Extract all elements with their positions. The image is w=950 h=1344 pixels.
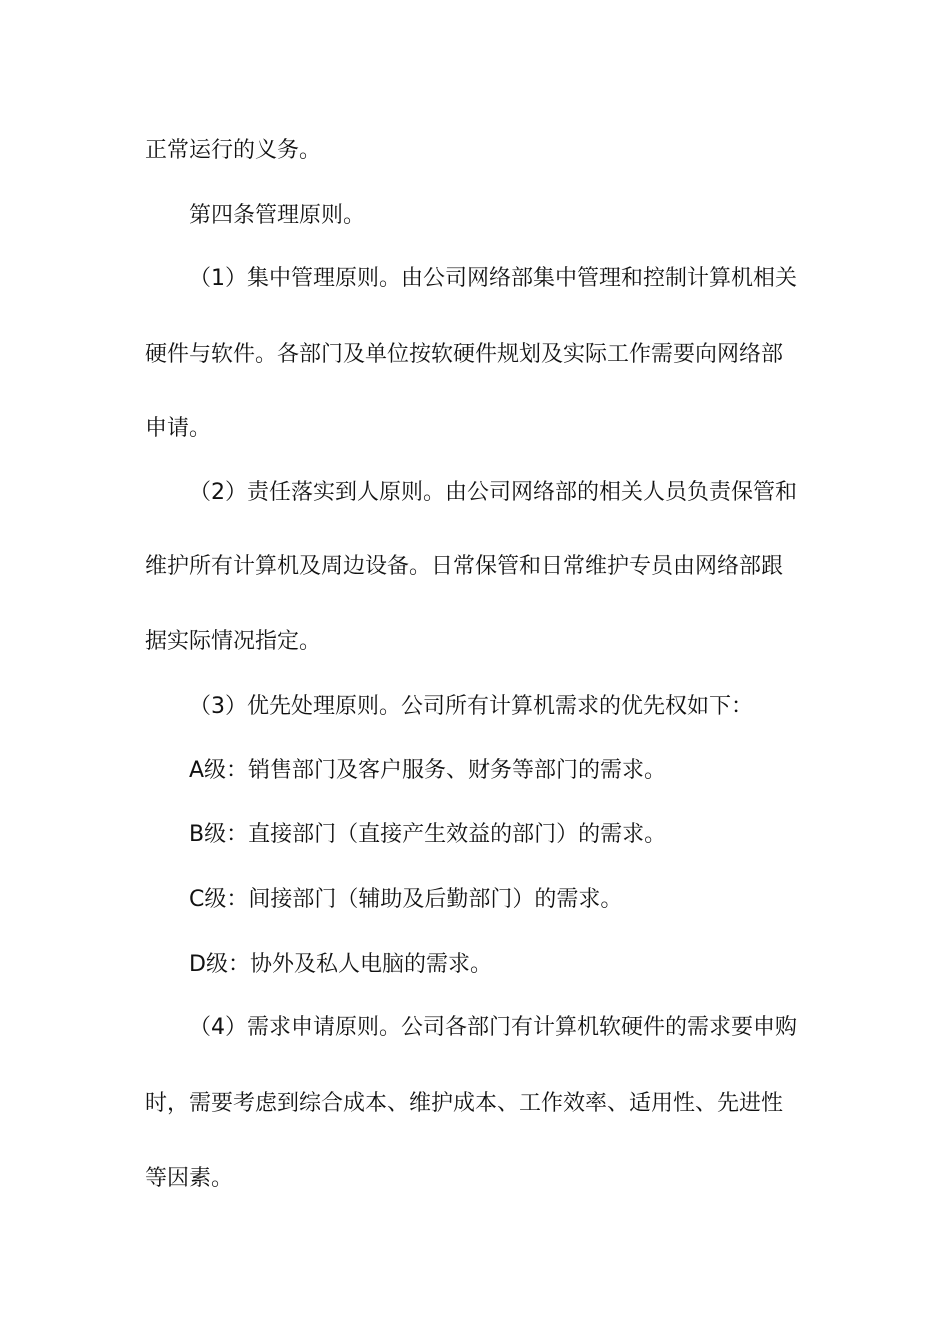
principle-4-line-3: 等因素。 [145,1166,234,1191]
principle-1-line-3: 申请。 [145,416,212,441]
principle-4-line-1: （4）需求申请原则。公司各部门有计算机软硬件的需求要申购 [189,1015,797,1040]
priority-level-d: D级：协外及私人电脑的需求。 [189,952,492,977]
priority-level-b: B级：直接部门（直接产生效益的部门）的需求。 [189,822,667,847]
principle-2-line-2: 维护所有计算机及周边设备。日常保管和日常维护专员由网络部跟 [145,554,784,579]
paragraph-line-continuation: 正常运行的义务。 [145,138,322,163]
priority-level-a: A级：销售部门及客户服务、财务等部门的需求。 [189,758,667,783]
principle-1-line-1: （1）集中管理原则。由公司网络部集中管理和控制计算机相关 [189,266,797,291]
article-heading: 第四条管理原则。 [189,203,366,228]
principle-4-line-2: 时，需要考虑到综合成本、维护成本、工作效率、适用性、先进性 [145,1091,784,1116]
principle-1-line-2: 硬件与软件。各部门及单位按软硬件规划及实际工作需要向网络部 [145,342,784,367]
principle-3-line-1: （3）优先处理原则。公司所有计算机需求的优先权如下： [189,694,753,719]
principle-2-line-1: （2）责任落实到人原则。由公司网络部的相关人员负责保管和 [189,480,797,505]
priority-level-c: C级：间接部门（辅助及后勤部门）的需求。 [189,887,623,912]
principle-2-line-3: 据实际情况指定。 [145,629,322,654]
